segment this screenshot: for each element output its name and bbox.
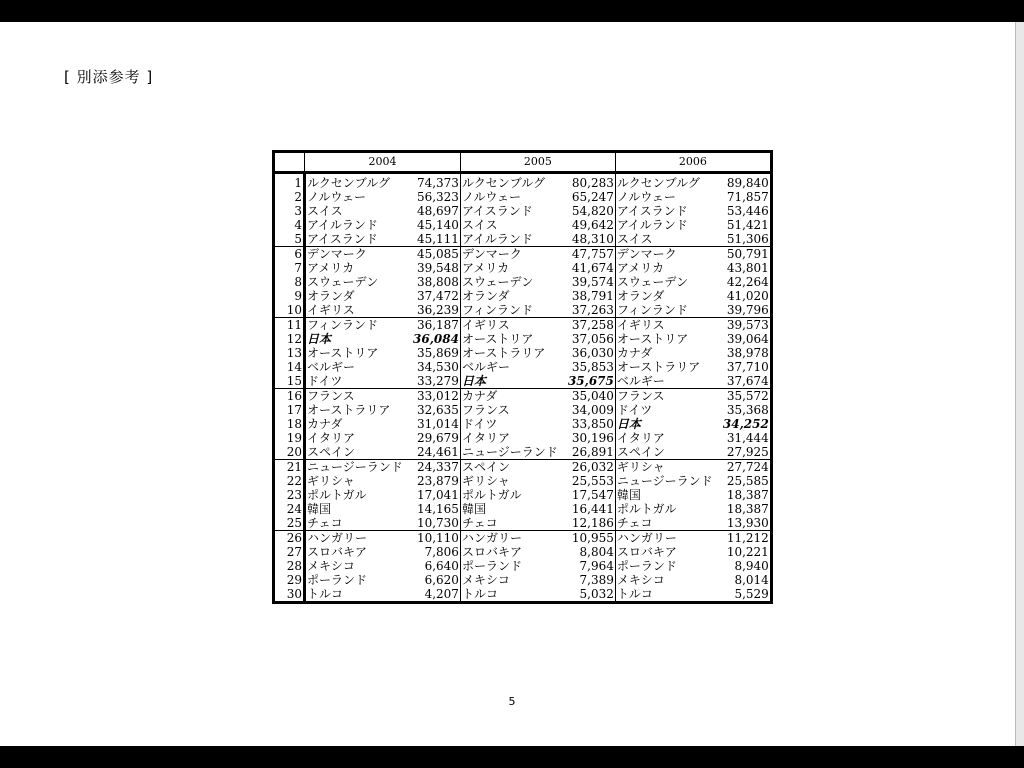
country-cell: ルクセンブルグ xyxy=(307,176,391,190)
value-cell: 14,165 xyxy=(412,502,460,516)
country-cell: オーストリア xyxy=(461,332,534,346)
country-cell: ルクセンブルグ xyxy=(461,176,545,190)
viewer-side-strip xyxy=(1016,22,1024,746)
value-cell: 7,389 xyxy=(567,573,615,587)
country-cell: オーストラリア xyxy=(461,346,546,360)
country-cell: メキシコ xyxy=(616,573,665,587)
country-cell: スウェーデン xyxy=(307,275,379,289)
value-cell: 7,964 xyxy=(567,559,615,573)
document-heading: [ 別添参考 ] xyxy=(64,68,154,86)
country-cell: チェコ xyxy=(615,516,722,531)
value-cell: 33,850 xyxy=(567,417,615,431)
value-cell: 37,263 xyxy=(567,303,615,318)
year-header: 2005 xyxy=(460,152,615,173)
country-cell: ルクセンブルグ xyxy=(616,176,700,190)
value-cell: 10,955 xyxy=(567,531,615,546)
country-cell: イギリス xyxy=(616,318,665,332)
rank-cell: 5 xyxy=(274,232,305,247)
value-cell: 53,446 xyxy=(726,204,769,218)
country-cell: チェコ xyxy=(460,516,567,531)
value-cell: 23,879 xyxy=(412,474,460,488)
value-cell: 48,310 xyxy=(567,232,615,247)
value-cell: 71,857 xyxy=(726,190,769,204)
table-row xyxy=(274,218,772,232)
country-cell: アイスランド xyxy=(616,204,688,218)
rank-cell: 16 xyxy=(274,389,305,404)
country-cell: フィンランド xyxy=(460,303,567,318)
country-cell: ドイツ xyxy=(616,403,653,417)
country-cell: アメリカ xyxy=(461,261,510,275)
table-row xyxy=(274,488,772,502)
value-cell: 33,012 xyxy=(412,389,460,404)
rank-cell: 15 xyxy=(274,374,305,389)
rank-cell: 17 xyxy=(274,403,305,417)
value-cell: 51,306 xyxy=(722,232,771,247)
value-cell: 24,461 xyxy=(412,445,460,460)
country-cell: スウェーデン xyxy=(616,275,689,289)
value-cell: 54,820 xyxy=(567,204,615,218)
country-cell: ドイツ xyxy=(461,417,498,431)
value-cell: 10,110 xyxy=(412,531,460,546)
value-cell: 33,279 xyxy=(412,374,460,389)
rank-cell: 3 xyxy=(274,204,305,218)
value-cell: 34,252 xyxy=(722,417,769,431)
country-cell: アイスランド xyxy=(305,232,413,247)
table-row xyxy=(274,389,772,404)
table-row xyxy=(274,474,772,488)
viewer-bottom-bar xyxy=(0,746,1024,768)
table-row xyxy=(274,516,772,531)
country-cell: オランダ xyxy=(461,289,510,303)
value-cell: 39,574 xyxy=(567,275,615,289)
gdp-ranking-table xyxy=(272,150,773,604)
value-cell: 45,140 xyxy=(412,218,460,232)
value-cell: 5,529 xyxy=(734,587,769,601)
country-cell: 日本 xyxy=(460,374,567,389)
value-cell: 6,620 xyxy=(412,573,460,587)
rank-cell: 25 xyxy=(274,516,305,531)
country-cell: イタリア xyxy=(461,431,510,445)
table-row xyxy=(274,232,772,247)
table-row xyxy=(274,545,772,559)
country-cell: トルコ xyxy=(307,587,344,601)
country-cell: ギリシャ xyxy=(461,474,510,488)
table-row xyxy=(274,346,772,360)
table-row xyxy=(274,460,772,475)
value-cell: 11,212 xyxy=(726,531,769,545)
country-cell: イギリス xyxy=(305,303,413,318)
rank-cell: 20 xyxy=(274,445,305,460)
value-cell: 36,030 xyxy=(567,346,615,360)
country-cell: フランス xyxy=(616,389,665,403)
country-cell: フランス xyxy=(461,403,510,417)
country-cell: トルコ xyxy=(616,587,653,601)
country-cell: 日本 xyxy=(307,332,332,346)
value-cell: 26,891 xyxy=(567,445,615,460)
country-cell: スペイン xyxy=(615,445,722,460)
year-header: 2004 xyxy=(305,152,461,173)
country-cell: 韓国 xyxy=(307,502,332,516)
value-cell: 26,032 xyxy=(567,460,615,475)
value-cell: 8,014 xyxy=(734,573,769,587)
value-cell: 6,640 xyxy=(412,559,460,573)
rank-cell: 30 xyxy=(274,587,305,603)
table-row xyxy=(274,573,772,587)
country-cell: ハンガリー xyxy=(616,531,677,545)
country-cell: フランス xyxy=(307,389,355,403)
value-cell: 89,840 xyxy=(726,176,769,190)
table-row xyxy=(274,360,772,374)
rank-cell: 8 xyxy=(274,275,305,289)
table-row xyxy=(274,431,772,445)
country-cell: スロバキア xyxy=(307,545,368,559)
country-cell: ポーランド xyxy=(616,559,677,573)
table-row xyxy=(274,190,772,204)
country-cell: トルコ xyxy=(461,587,498,601)
value-cell: 17,547 xyxy=(567,488,615,502)
country-cell: オーストラリア xyxy=(616,360,701,374)
rank-cell: 19 xyxy=(274,431,305,445)
value-cell: 24,337 xyxy=(412,460,460,475)
table-row xyxy=(274,173,772,191)
country-cell: スイス xyxy=(307,204,343,218)
value-cell: 16,441 xyxy=(567,502,615,516)
value-cell: 80,283 xyxy=(567,173,615,191)
rank-cell: 13 xyxy=(274,346,305,360)
table-row xyxy=(274,502,772,516)
country-cell: ギリシャ xyxy=(616,460,665,474)
value-cell: 18,387 xyxy=(726,488,769,502)
country-cell: スロバキア xyxy=(461,545,522,559)
rank-cell: 28 xyxy=(274,559,305,573)
country-cell: 日本 xyxy=(616,417,641,431)
value-cell: 50,791 xyxy=(726,247,769,261)
country-cell: 韓国 xyxy=(616,488,641,502)
country-cell: ニュージーランド xyxy=(616,474,713,488)
country-cell: ベルギー xyxy=(307,360,356,374)
value-cell: 37,674 xyxy=(722,374,771,389)
value-cell: 18,387 xyxy=(726,502,769,516)
table-row xyxy=(274,531,772,546)
rank-cell: 1 xyxy=(274,173,305,191)
country-cell: オーストリア xyxy=(307,346,379,360)
country-cell: オランダ xyxy=(307,289,355,303)
country-cell: デンマーク xyxy=(461,247,522,261)
value-cell: 38,808 xyxy=(412,275,460,289)
value-cell: 37,056 xyxy=(567,332,615,346)
country-cell: スペイン xyxy=(305,445,413,460)
value-cell: 34,530 xyxy=(412,360,460,374)
page-number: 5 xyxy=(508,695,516,708)
value-cell: 30,196 xyxy=(567,431,615,445)
country-cell: ノルウェー xyxy=(307,190,367,204)
rank-cell: 29 xyxy=(274,573,305,587)
value-cell: 74,373 xyxy=(412,173,460,191)
value-cell: 47,757 xyxy=(567,247,615,262)
country-cell: ハンガリー xyxy=(307,531,368,545)
value-cell: 31,014 xyxy=(412,417,460,431)
value-cell: 43,801 xyxy=(726,261,769,275)
value-cell: 25,553 xyxy=(567,474,615,488)
country-cell: スウェーデン xyxy=(461,275,534,289)
country-cell: アイルランド xyxy=(460,232,567,247)
country-cell: ポルトガル xyxy=(616,502,677,516)
value-cell: 41,020 xyxy=(726,289,769,303)
value-cell: 7,806 xyxy=(412,545,460,559)
value-cell: 17,041 xyxy=(412,488,460,502)
country-cell: アメリカ xyxy=(307,261,355,275)
country-cell: ハンガリー xyxy=(461,531,522,545)
table-row xyxy=(274,559,772,573)
country-cell: スペイン xyxy=(461,460,510,474)
value-cell: 35,368 xyxy=(726,403,769,417)
value-cell: 45,111 xyxy=(412,232,460,247)
table-body xyxy=(274,173,772,603)
viewer-top-bar xyxy=(0,0,1024,22)
table-row xyxy=(274,303,772,318)
country-cell: フィンランド xyxy=(615,303,722,318)
country-cell: ニュージーランド xyxy=(307,460,403,474)
value-cell: 27,925 xyxy=(722,445,771,460)
rank-cell: 10 xyxy=(274,303,305,318)
country-cell: イタリア xyxy=(616,431,665,445)
country-cell: メキシコ xyxy=(307,559,355,573)
table-row xyxy=(274,403,772,417)
value-cell: 34,009 xyxy=(567,403,615,417)
table-row xyxy=(274,261,772,275)
table-row xyxy=(274,587,772,603)
value-cell: 51,421 xyxy=(726,218,769,232)
value-cell: 37,710 xyxy=(726,360,769,374)
value-cell: 39,548 xyxy=(412,261,460,275)
country-cell: ポーランド xyxy=(307,573,368,587)
rank-column-header xyxy=(274,152,305,173)
country-cell: ポルトガル xyxy=(307,488,367,502)
country-cell: オーストリア xyxy=(616,332,689,346)
table-row xyxy=(274,332,772,346)
value-cell: 35,040 xyxy=(567,389,615,404)
country-cell: アメリカ xyxy=(616,261,665,275)
country-cell: オランダ xyxy=(616,289,665,303)
country-cell: アイルランド xyxy=(307,218,378,232)
value-cell: 10,221 xyxy=(726,545,769,559)
value-cell: 36,239 xyxy=(412,303,460,318)
country-cell: スロバキア xyxy=(616,545,677,559)
rank-cell: 9 xyxy=(274,289,305,303)
value-cell: 36,187 xyxy=(412,318,460,333)
rank-cell: 26 xyxy=(274,531,305,546)
value-cell: 38,791 xyxy=(567,289,615,303)
value-cell: 56,323 xyxy=(412,190,460,204)
table-header-row xyxy=(274,152,772,173)
table-row xyxy=(274,247,772,262)
country-cell: ベルギー xyxy=(615,374,722,389)
value-cell: 37,472 xyxy=(412,289,460,303)
rank-cell: 6 xyxy=(274,247,305,262)
value-cell: 4,207 xyxy=(412,587,460,603)
country-cell: フィンランド xyxy=(307,318,379,332)
value-cell: 49,642 xyxy=(567,218,615,232)
table-row xyxy=(274,275,772,289)
country-cell: イギリス xyxy=(461,318,510,332)
rank-cell: 24 xyxy=(274,502,305,516)
country-cell: チェコ xyxy=(305,516,413,531)
table-row xyxy=(274,318,772,333)
value-cell: 45,085 xyxy=(412,247,460,262)
country-cell: ノルウェー xyxy=(461,190,521,204)
value-cell: 35,675 xyxy=(567,374,614,388)
table-row xyxy=(274,374,772,389)
value-cell: 8,940 xyxy=(734,559,769,573)
country-cell: スイス xyxy=(461,218,498,232)
country-cell: カナダ xyxy=(461,389,498,403)
country-cell: ポーランド xyxy=(461,559,522,573)
value-cell: 8,804 xyxy=(567,545,615,559)
table-row xyxy=(274,204,772,218)
table-row xyxy=(274,445,772,460)
country-cell: ノルウェー xyxy=(616,190,676,204)
country-cell: メキシコ xyxy=(461,573,510,587)
rank-cell: 18 xyxy=(274,417,305,431)
country-cell: スイス xyxy=(615,232,722,247)
table-row xyxy=(274,289,772,303)
value-cell: 25,585 xyxy=(726,474,769,488)
value-cell: 38,978 xyxy=(726,346,769,360)
rank-cell: 22 xyxy=(274,474,305,488)
rank-cell: 23 xyxy=(274,488,305,502)
country-cell: ポルトガル xyxy=(461,488,522,502)
value-cell: 35,869 xyxy=(412,346,460,360)
value-cell: 65,247 xyxy=(567,190,615,204)
country-cell: アイルランド xyxy=(616,218,688,232)
value-cell: 10,730 xyxy=(412,516,460,531)
rank-cell: 27 xyxy=(274,545,305,559)
country-cell: ギリシャ xyxy=(307,474,355,488)
country-cell: デンマーク xyxy=(616,247,677,261)
country-cell: カナダ xyxy=(616,346,653,360)
table-row xyxy=(274,417,772,431)
rank-cell: 7 xyxy=(274,261,305,275)
rank-cell: 12 xyxy=(274,332,305,346)
value-cell: 36,084 xyxy=(413,332,459,346)
value-cell: 39,573 xyxy=(726,318,769,332)
rank-cell: 11 xyxy=(274,318,305,333)
country-cell: カナダ xyxy=(307,417,343,431)
rank-cell: 14 xyxy=(274,360,305,374)
value-cell: 12,186 xyxy=(567,516,615,531)
value-cell: 41,674 xyxy=(567,261,615,275)
year-header: 2006 xyxy=(615,152,771,173)
country-cell: アイスランド xyxy=(461,204,533,218)
country-cell: ベルギー xyxy=(461,360,510,374)
value-cell: 27,724 xyxy=(726,460,769,474)
value-cell: 5,032 xyxy=(567,587,615,603)
rank-cell: 2 xyxy=(274,190,305,204)
value-cell: 35,853 xyxy=(567,360,615,374)
value-cell: 39,064 xyxy=(726,332,769,346)
value-cell: 29,679 xyxy=(412,431,460,445)
value-cell: 31,444 xyxy=(726,431,769,445)
country-cell: ニュージーランド xyxy=(460,445,567,460)
value-cell: 48,697 xyxy=(412,204,460,218)
value-cell: 32,635 xyxy=(412,403,460,417)
value-cell: 39,796 xyxy=(722,303,771,318)
value-cell: 13,930 xyxy=(722,516,771,531)
country-cell: イタリア xyxy=(307,431,356,445)
country-cell: 韓国 xyxy=(461,502,486,516)
country-cell: オーストラリア xyxy=(307,403,391,417)
value-cell: 37,258 xyxy=(567,318,615,333)
rank-cell: 4 xyxy=(274,218,305,232)
country-cell: ドイツ xyxy=(305,374,413,389)
country-cell: デンマーク xyxy=(307,247,367,261)
rank-cell: 21 xyxy=(274,460,305,475)
value-cell: 35,572 xyxy=(726,389,769,403)
value-cell: 42,264 xyxy=(726,275,769,289)
